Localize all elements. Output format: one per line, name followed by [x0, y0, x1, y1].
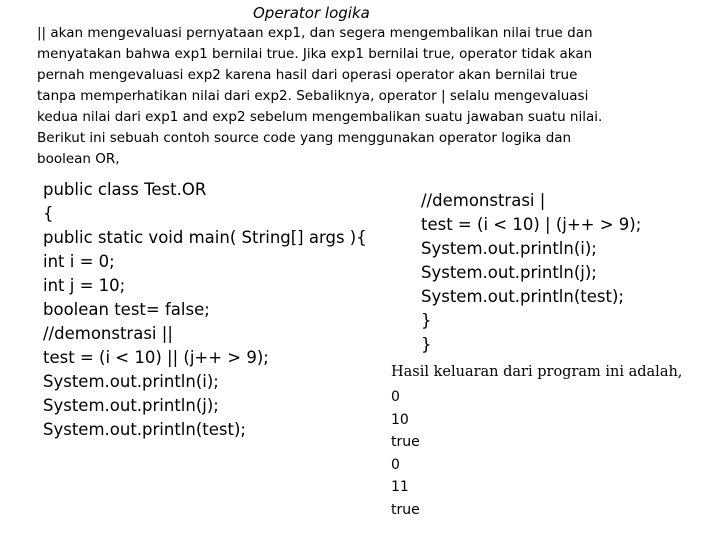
- output-line: 0: [391, 389, 400, 405]
- code-line: //demonstrasi |: [421, 191, 546, 210]
- code-block-left: [43, 178, 367, 442]
- code-line: System.out.println(test);: [43, 420, 246, 439]
- output-line: true: [391, 434, 420, 450]
- output-line: 0: [391, 456, 400, 473]
- output-line: true: [391, 501, 420, 518]
- intro-paragraph: [37, 23, 677, 170]
- intro-line: || akan mengevaluasi pernyataan exp1, dan segera mengembalikan nilai true dan: [37, 25, 593, 41]
- code-line: //demonstrasi ||: [43, 324, 173, 343]
- code-line: int i = 0;: [43, 252, 115, 271]
- output-line: 10: [391, 411, 409, 428]
- result-heading: Hasil keluaran dari program ini adalah,: [391, 364, 683, 380]
- code-line: boolean test= false;: [43, 300, 210, 319]
- code-line: test = (i < 10) | (j++ > 9);: [421, 215, 642, 234]
- code-line: System.out.println(j);: [421, 263, 597, 282]
- code-line: System.out.println(test);: [421, 287, 624, 306]
- code-line: public static void main( String[] args ){: [43, 228, 367, 247]
- code-line: }: [421, 335, 432, 354]
- intro-line: Berikut ini sebuah contoh source code yang menggunakan operator logika dan: [37, 130, 572, 146]
- code-block-right: [421, 189, 641, 357]
- slide-title: Operator logika: [253, 4, 370, 22]
- intro-line: pernah mengevaluasi exp2 karena hasil dari operasi operator akan bernilai true: [37, 67, 578, 83]
- code-line: System.out.println(i);: [43, 372, 219, 391]
- intro-line: boolean OR,: [37, 151, 120, 167]
- code-line: test = (i < 10) || (j++ > 9);: [43, 348, 269, 367]
- intro-line: menyatakan bahwa exp1 bernilai true. Jika exp1 bernilai true, operator tidak akan: [37, 46, 593, 62]
- program-output: [391, 386, 420, 521]
- output-line: 11: [391, 479, 409, 495]
- code-line: int j = 10;: [43, 276, 126, 295]
- code-line: System.out.println(j);: [43, 396, 219, 415]
- intro-line: tanpa memperhatikan nilai dari exp2. Sebaliknya, operator | selalu mengevaluasi: [37, 88, 589, 104]
- code-line: System.out.println(i);: [421, 239, 597, 258]
- code-line: }: [421, 311, 432, 330]
- code-line: {: [43, 204, 54, 223]
- code-line: public class Test.OR: [43, 180, 207, 199]
- intro-line: kedua nilai dari exp1 and exp2 sebelum mengembalikan suatu jawaban suatu nilai.: [37, 109, 603, 125]
